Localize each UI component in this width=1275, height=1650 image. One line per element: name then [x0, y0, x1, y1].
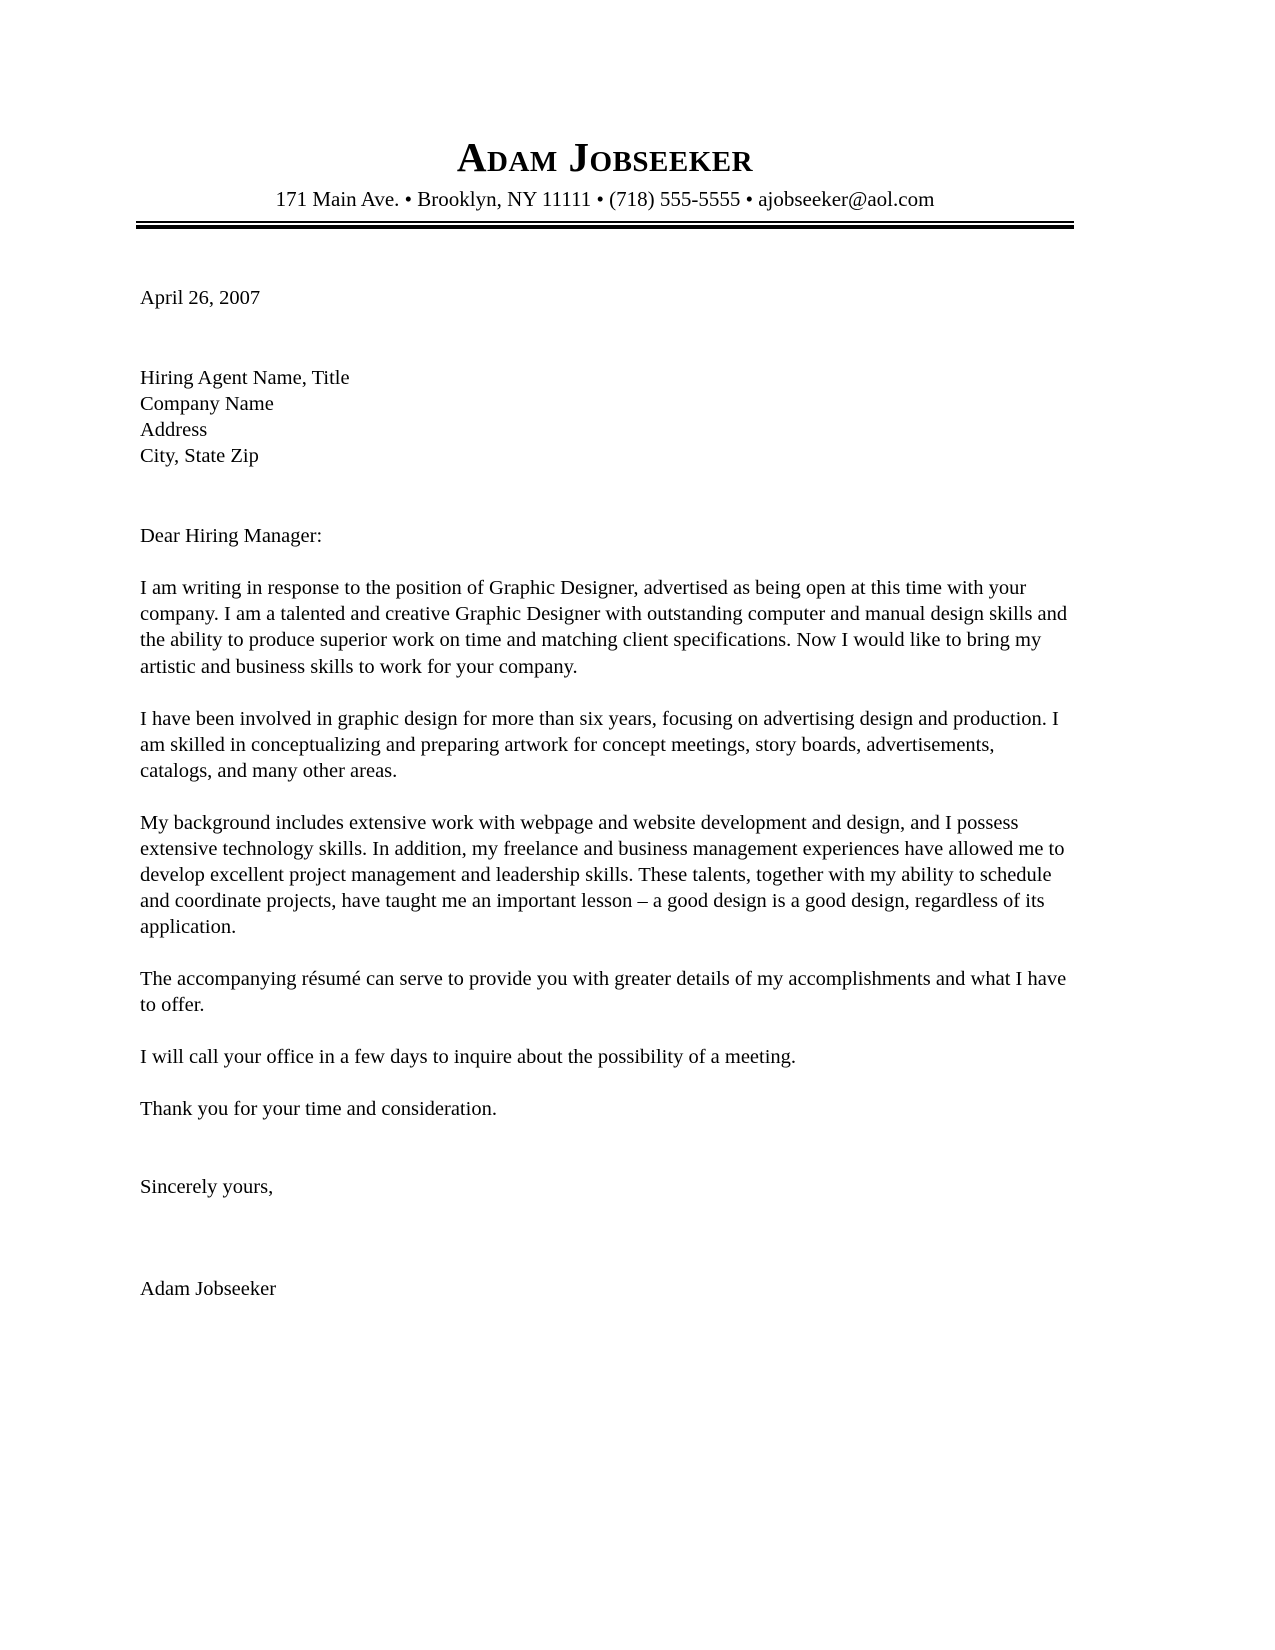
applicant-name-heading: Adam Jobseeker [456, 134, 754, 180]
divider-thick-rule [136, 225, 1074, 229]
letter-date: April 26, 2007 [140, 287, 261, 310]
recipient-city-state-zip: City, State Zip [140, 445, 259, 468]
recipient-address-block [140, 311, 1070, 469]
body-paragraph-4: The accompanying résumé can serve to provide you with greater details of my accomplishments and what I have to offer. [140, 967, 1067, 1016]
body-paragraph-2: I have been involved in graphic design for more than six years, focusing on advertising design and production. I am skilled in conceptualizing and preparing artwork for concept meetings, story boards, advertisements, catalogs, and many other areas. [140, 707, 1059, 782]
body-paragraph-3: My background includes extensive work with webpage and website development and design, and I possess extensive technology skills. In addition, my freelance and business management experiences have allowed me to develop excellent project management and leadership skills. These talents, together with my ability to schedule and coordinate projects, have taught me an important lesson – a good design is a good design, regardless of its application. [140, 811, 1065, 938]
document-content [140, 0, 1070, 1302]
letterhead [140, 0, 1070, 229]
contact-info-line: 171 Main Ave. • Brooklyn, NY 11111 • (718) 555-5555 • ajobseeker@aol.com [275, 187, 935, 212]
signature-name: Adam Jobseeker [140, 1277, 277, 1300]
letter-body [140, 285, 1070, 1302]
recipient-name-title: Hiring Agent Name, Title [140, 367, 350, 390]
body-paragraph-5: I will call your office in a few days to inquire about the possibility of a meeting. [140, 1045, 797, 1068]
salutation: Dear Hiring Manager: [140, 525, 323, 548]
recipient-company: Company Name [140, 393, 274, 416]
closing-salutation: Sincerely yours, [140, 1175, 274, 1198]
body-paragraph-1: I am writing in response to the position of Graphic Designer, advertised as being open at this time with your company. I am a talented and creative Graphic Designer with outstanding computer and manual design skills and the ability to produce superior work on time and matching client specifications. Now I would like to bring my artistic and business skills to work for your company. [140, 577, 1068, 678]
body-paragraph-6: Thank you for your time and consideration. [140, 1097, 497, 1120]
header-divider [136, 221, 1074, 229]
recipient-address: Address [140, 419, 208, 442]
